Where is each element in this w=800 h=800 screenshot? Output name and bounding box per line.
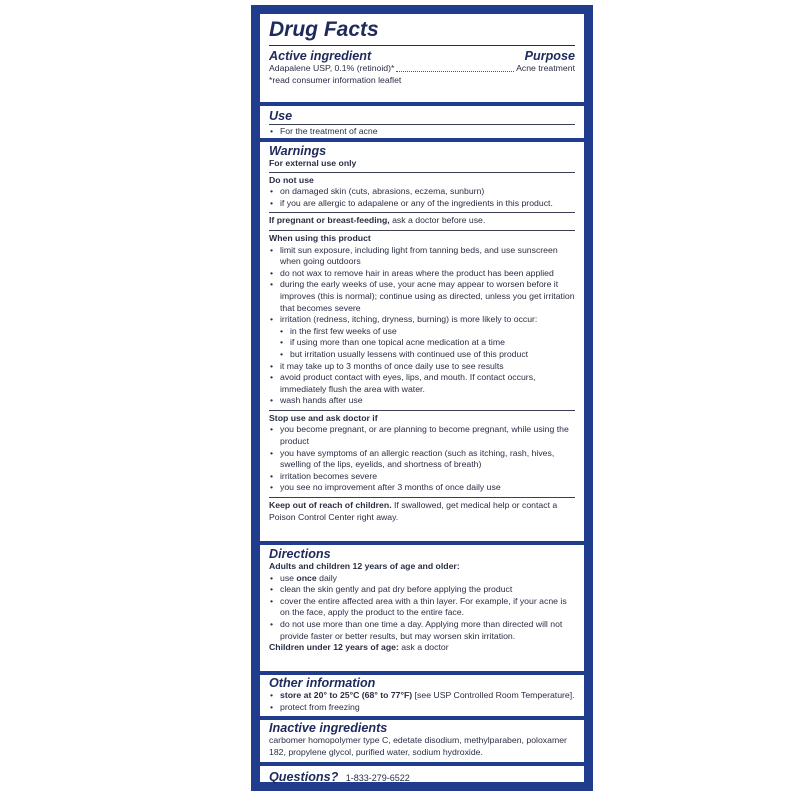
section-divider <box>260 102 584 106</box>
other-information-heading: Other information <box>269 676 376 690</box>
when-using-item: • it may take up to 3 months of once daily use to see results <box>269 361 575 373</box>
inactive-ingredients-text: carbomer homopolymer type C, edetate disodium, methylparaben, poloxamer 182, propylene glycol, purified water, sodium hydroxide. <box>269 735 567 757</box>
keep-out-of-reach-warning: Keep out of reach of children. If swallowed, get medical help or contact a Poison Control Center right away. <box>269 500 558 522</box>
questions-section <box>260 768 584 788</box>
when-using-item: • do not wax to remove hair in areas where the product has been applied <box>269 268 575 280</box>
purpose-text: Acne treatment <box>516 63 575 73</box>
when-using-item: • irritation (redness, itching, dryness, burning) is more likely to occur: <box>269 314 575 326</box>
do-not-use-item: • on damaged skin (cuts, abrasions, eczema, sunburn) <box>269 186 575 198</box>
pregnancy-warning: If pregnant or breast-feeding, ask a doctor before use. <box>269 215 486 226</box>
section-divider <box>260 716 584 720</box>
when-using-item: • limit sun exposure, including light from tanning beds, and use sunscreen when going outdoors <box>269 245 575 268</box>
directions-section <box>260 547 584 669</box>
when-using-heading: When using this product <box>269 232 371 243</box>
when-using-item: • avoid product contact with eyes, lips, and mouth. If contact occurs, immediately flush the area with water. <box>269 372 575 395</box>
section-divider <box>260 762 584 766</box>
questions-phone: 1-833-279-6522 <box>345 773 410 783</box>
drug-facts-content <box>260 14 584 782</box>
stop-use-item: • irritation becomes severe <box>269 471 575 483</box>
stop-use-item: • you become pregnant, or are planning to become pregnant, while using the product <box>269 424 575 447</box>
irritation-subitem: • if using more than one topical acne medication at a time <box>269 337 575 349</box>
directions-item: • clean the skin gently and pat dry before applying the product <box>269 584 575 596</box>
drug-facts-title: Drug Facts <box>269 18 379 41</box>
adults-heading: Adults and children 12 years of age and older: <box>269 561 460 571</box>
when-using-item: • during the early weeks of use, your acne may appear to worsen before it improves (this is normal); continue using as directed, unless you get irritation that becomes severe <box>269 279 575 314</box>
ingredient-footnote: *read consumer information leaflet <box>269 74 402 85</box>
inactive-ingredients-section <box>260 721 584 765</box>
do-not-use-heading: Do not use <box>269 174 314 185</box>
purpose-heading: Purpose <box>524 49 575 63</box>
children-direction: Children under 12 years of age: ask a doctor <box>269 642 449 653</box>
use-item: • For the treatment of acne <box>269 126 575 137</box>
stop-use-item: • you have symptoms of an allergic reaction (such as itching, rash, hives, swelling of the lips, eyelids, and shortness of breath) <box>269 448 575 471</box>
directions-heading: Directions <box>269 547 331 561</box>
storage-item: • store at 20° to 25°C (68° to 77°F) [see USP Controlled Room Temperature]. <box>269 690 575 702</box>
drug-facts-panel <box>251 5 593 791</box>
active-ingredient-heading: Active ingredient <box>269 49 372 63</box>
other-information-section <box>260 676 584 716</box>
external-use-text: For external use only <box>269 158 357 168</box>
questions-heading: Questions? <box>269 770 339 784</box>
warnings-section <box>260 144 584 540</box>
freezing-item: • protect from freezing <box>269 702 575 714</box>
directions-item: • cover the entire affected area with a thin layer. For example, if your acne is on the face, apply the product to the entire face. <box>269 596 575 619</box>
stop-use-heading: Stop use and ask doctor if <box>269 412 378 423</box>
use-section <box>260 109 584 137</box>
when-using-item: • wash hands after use <box>269 395 575 407</box>
warnings-heading: Warnings <box>269 144 327 158</box>
section-divider <box>260 541 584 545</box>
active-ingredient-name: Adapalene USP, 0.1% (retinoid)* <box>269 63 395 73</box>
section-divider <box>260 138 584 142</box>
irritation-subitem: • but irritation usually lessens with continued use of this product <box>269 349 575 361</box>
dot-leader <box>396 63 514 72</box>
inactive-ingredients-heading: Inactive ingredients <box>269 721 388 735</box>
stop-use-item: • you see no improvement after 3 months of once daily use <box>269 482 575 494</box>
directions-item: • do not use more than one time a day. Applying more than directed will not provide faster or better results, but may worsen skin irritation. <box>269 619 575 642</box>
section-divider <box>260 671 584 675</box>
irritation-subitem: • in the first few weeks of use <box>269 326 575 338</box>
use-heading: Use <box>269 109 293 123</box>
do-not-use-item: • if you are allergic to adapalene or any of the ingredients in this product. <box>269 198 575 210</box>
directions-item: • use once daily <box>269 573 575 585</box>
active-ingredient-section <box>260 18 584 100</box>
